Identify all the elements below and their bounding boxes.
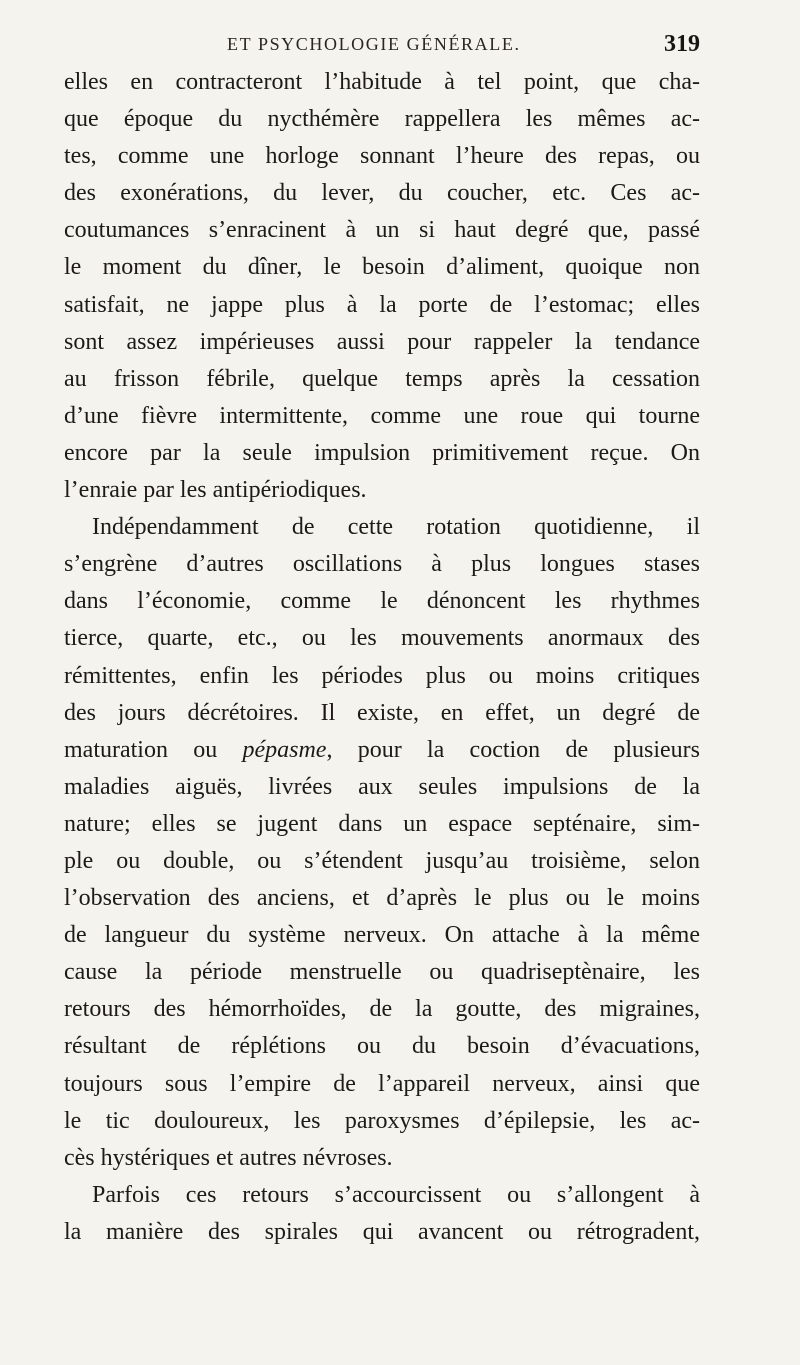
text-line: le tic douloureux, les paroxysmes d’épilepsie, les ac-: [64, 1107, 700, 1134]
text-line: toujours sous l’empire de l’appareil nerveux, ainsi que: [64, 1070, 700, 1097]
text-line: retours des hémorrhoïdes, de la goutte, des migraines,: [64, 996, 700, 1023]
text-line: Indépendamment de cette rotation quotidienne, il: [92, 514, 700, 541]
text-line: cause la période menstruelle ou quadriseptènaire, les: [64, 959, 700, 986]
text-line: tierce, quarte, etc., ou les mouvements anormaux des: [64, 625, 700, 652]
text-line: des exonérations, du lever, du coucher, etc. Ces ac-: [64, 180, 700, 207]
text-line: elles en contracteront l’habitude à tel point, que cha-: [64, 69, 700, 95]
text-line: résultant de réplétions ou du besoin d’évacuations,: [64, 1033, 700, 1060]
body-text: [64, 64, 700, 1251]
text-fragment: maturation ou: [64, 736, 243, 763]
text-line: Parfois ces retours s’accourcissent ou s’allongent à: [92, 1181, 700, 1208]
paragraph-3: [64, 1177, 700, 1251]
text-line: sont assez impérieuses aussi pour rappeler la tendance: [64, 328, 700, 355]
text-line: l’enraie par les antipériodiques.: [64, 477, 367, 504]
text-line: s’engrène d’autres oscillations à plus longues stases: [64, 551, 700, 578]
text-line: satisfait, ne jappe plus à la porte de l’estomac; elles: [64, 291, 700, 318]
text-line: que époque du nycthémère rappellera les mêmes ac-: [64, 106, 700, 133]
text-line: nature; elles se jugent dans un espace septénaire, sim-: [64, 810, 700, 837]
italic-term: pépasme: [242, 736, 327, 763]
text-line: l’observation des anciens, et d’après le plus ou le moins: [64, 885, 700, 912]
running-title: ET PSYCHOLOGIE GÉNÉRALE.: [227, 34, 521, 54]
text-line: ple ou double, ou s’étendent jusqu’au troisième, selon: [64, 847, 700, 874]
text-line-with-italic: [64, 732, 700, 769]
text-line: coutumances s’enracinent à un si haut degré que, passé: [64, 217, 700, 244]
text-line: au frisson fébrile, quelque temps après la cessation: [64, 365, 700, 392]
paragraph-2: [64, 509, 700, 1177]
page-number: 319: [664, 31, 700, 57]
text-line: maladies aiguës, livrées aux seules impulsions de la: [64, 773, 700, 800]
text-line: de langueur du système nerveux. On attache à la même: [64, 922, 700, 949]
text-line: dans l’économie, comme le dénoncent les rhythmes: [64, 588, 700, 615]
text-line: des jours décrétoires. Il existe, en effet, un degré de: [64, 699, 700, 726]
text-line: cès hystériques et autres névroses.: [64, 1144, 393, 1171]
text-line: encore par la seule impulsion primitivement reçue. On: [64, 439, 700, 466]
text-line: tes, comme une horloge sonnant l’heure des repas, ou: [64, 143, 700, 170]
text-line: d’une fièvre intermittente, comme une roue qui tourne: [64, 402, 700, 429]
text-line: le moment du dîner, le besoin d’aliment, quoique non: [64, 254, 700, 281]
text-line: la manière des spirales qui avancent ou rétrogradent,: [64, 1218, 700, 1245]
paragraph-1: [64, 64, 700, 509]
text-fragment: , pour la coction de plusieurs: [326, 736, 700, 763]
running-header: [64, 31, 700, 64]
text-line: rémittentes, enfin les périodes plus ou moins critiques: [64, 662, 700, 689]
